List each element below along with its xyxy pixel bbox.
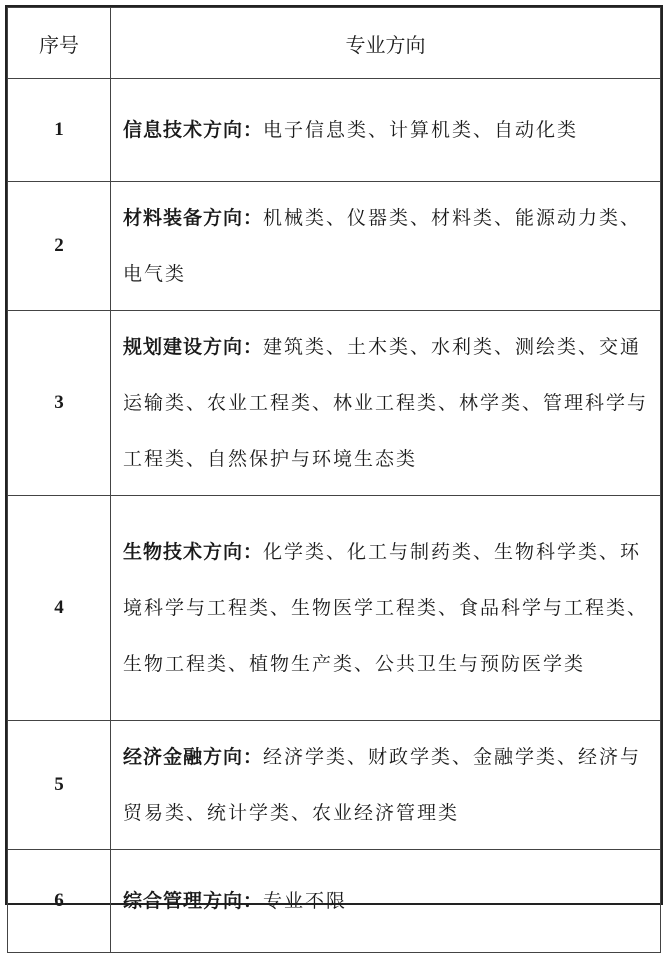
majors-text: 经济学类、财政学类、金融学类、经济与贸易类、统计学类、农业经济管理类 (123, 746, 642, 824)
row-index: 6 (8, 850, 111, 953)
row-description (111, 721, 661, 850)
direction-label: 规划建设方向： (123, 336, 264, 358)
direction-label: 经济金融方向： (123, 746, 264, 768)
row-index: 2 (8, 182, 111, 311)
row-description (111, 79, 661, 182)
row-index: 5 (8, 721, 111, 850)
table (7, 7, 661, 953)
row-description (111, 850, 661, 953)
row-index: 1 (8, 79, 111, 182)
header-row (8, 8, 661, 79)
header-index: 序号 (8, 8, 111, 79)
table-row (8, 182, 661, 311)
table-row (8, 79, 661, 182)
majors-text: 建筑类、土木类、水利类、测绘类、交通运输类、农业工程类、林业工程类、林学类、管理科学与工程类、自然保护与环境生态类 (123, 336, 649, 470)
direction-label: 生物技术方向： (123, 541, 264, 563)
majors-text: 化学类、化工与制药类、生物科学类、环境科学与工程类、生物医学工程类、食品科学与工程类、生物工程类、植物生产类、公共卫生与预防医学类 (123, 541, 649, 675)
table-row (8, 311, 661, 496)
table-row (8, 721, 661, 850)
direction-label: 信息技术方向： (123, 119, 264, 141)
row-index: 3 (8, 311, 111, 496)
table-row (8, 850, 661, 953)
table-row (8, 496, 661, 721)
row-description (111, 182, 661, 311)
row-description (111, 311, 661, 496)
row-description (111, 496, 661, 721)
majors-text: 机械类、仪器类、材料类、能源动力类、电气类 (123, 207, 642, 285)
direction-label: 材料装备方向： (123, 207, 264, 229)
major-direction-table (5, 5, 663, 912)
header-major: 专业方向 (111, 8, 661, 79)
direction-label: 综合管理方向： (123, 890, 264, 912)
majors-text: 电子信息类、计算机类、自动化类 (263, 119, 579, 141)
row-index: 4 (8, 496, 111, 721)
majors-text: 专业不限 (263, 890, 348, 912)
